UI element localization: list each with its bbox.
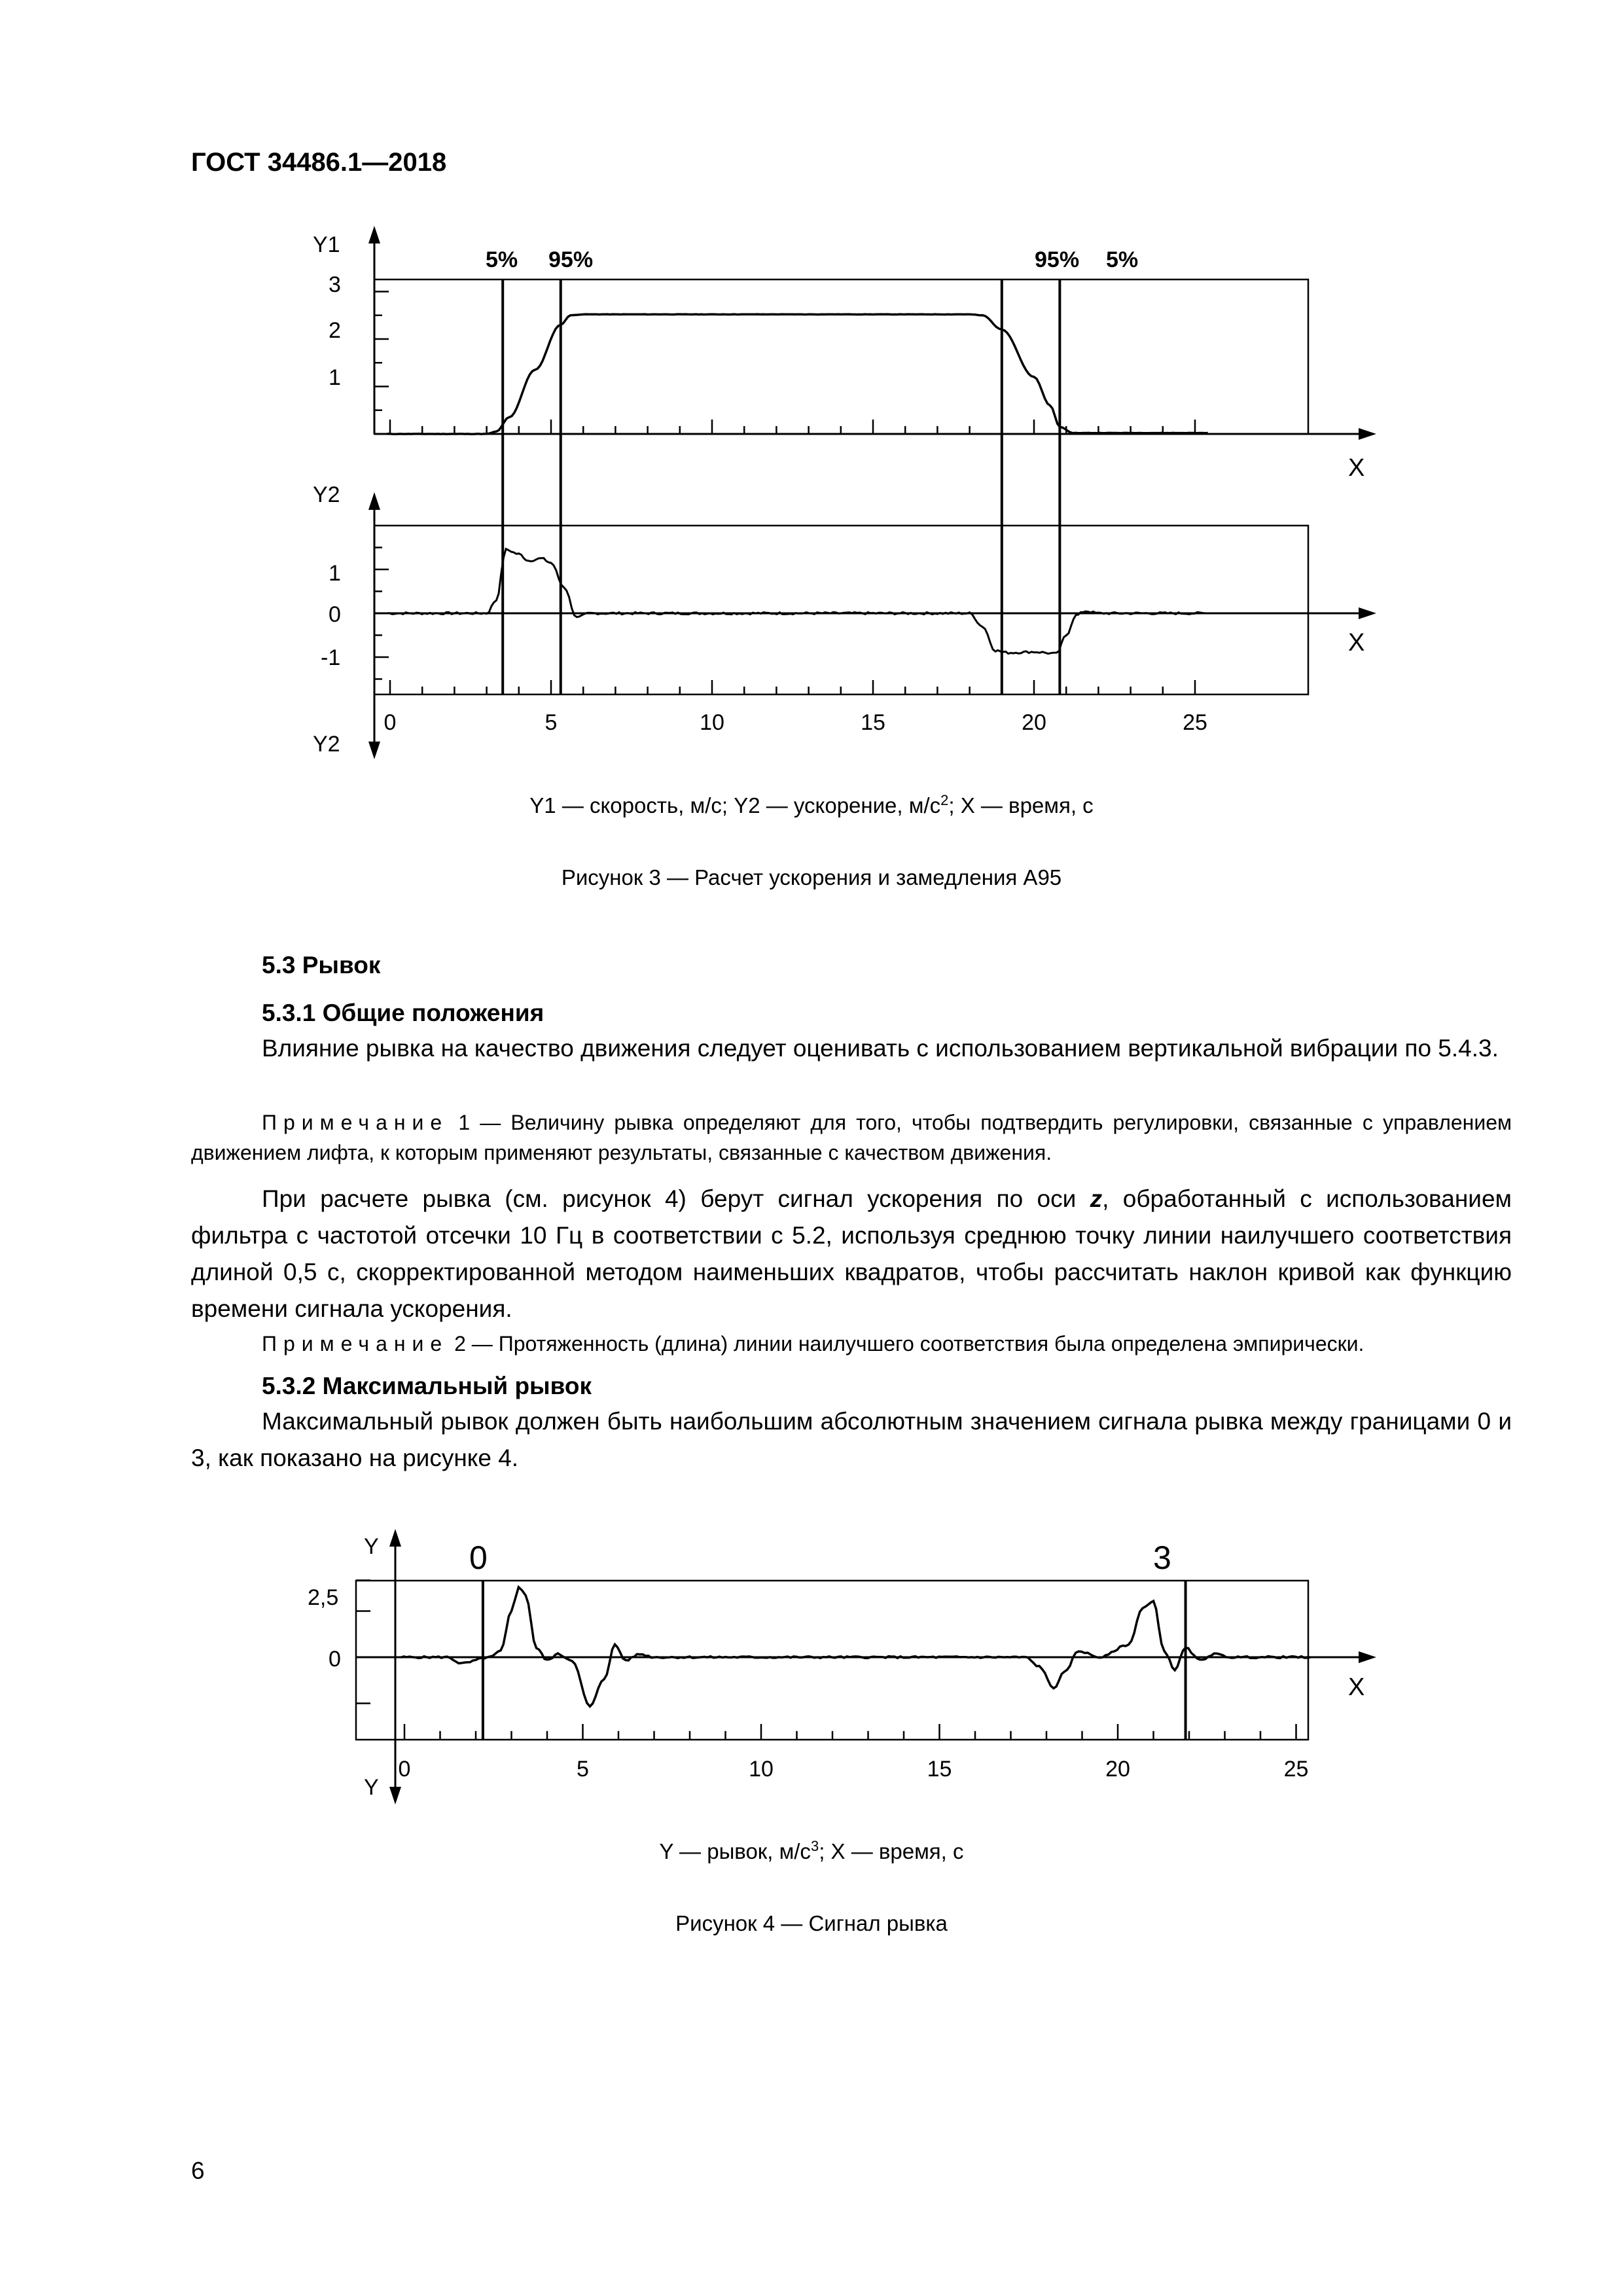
fig4-marker-3: 3 — [1153, 1539, 1171, 1576]
fig3-marker-95pct-left: 95% — [548, 247, 594, 272]
fig4-x-tick-label: 15 — [927, 1757, 952, 1782]
fig3-y2-tick-1: 1 — [329, 561, 341, 586]
fig3-x-tick-label: 15 — [861, 710, 885, 735]
section-title: 5.3 Рывок — [262, 952, 381, 978]
fig4-y-tick-2-5: 2,5 — [308, 1585, 339, 1610]
fig3-x-tick-label: 0 — [383, 710, 397, 735]
fig3-x-tick-label: 20 — [1022, 710, 1046, 735]
fig3-x-tick-label: 5 — [544, 710, 558, 735]
page-number: 6 — [191, 2157, 205, 2184]
fig4-y-tick-0: 0 — [329, 1647, 341, 1672]
fig3-x1-label: X — [1348, 454, 1365, 482]
note-1: Примечание 1 — Величину рывка определяют для того, чтобы подтвердить регулировки, связанные с управлением движением лифта, к которым применяют результаты, связанные с качеством движения. — [191, 1111, 1512, 1164]
fig3-x2-label: X — [1348, 629, 1365, 656]
note-2: Примечание 2 — Протяженность (длина) линии наилучшего соответствия была определена эмпирически. — [262, 1332, 1364, 1355]
fig3-y1-tick-3: 3 — [329, 272, 341, 297]
fig3-y2-label: Y2 — [313, 482, 340, 507]
fig4-x-tick-label: 5 — [577, 1757, 589, 1782]
fig3-bottom-y2-label: Y2 — [313, 732, 340, 757]
fig4-x-tick-label: 0 — [398, 1757, 411, 1782]
figure-4-caption: Рисунок 4 — Сигнал рывка — [675, 1911, 948, 1935]
figure-3-legend: Y1 — скорость, м/с; Y2 — ускорение, $м/с^2$; X — время, с — [529, 792, 1094, 817]
fig4-y-label: Y — [364, 1534, 379, 1559]
fig4-x-tick-label: 25 — [1283, 1757, 1309, 1782]
fig3-marker-5pct-right: 5% — [1106, 247, 1139, 272]
subsection-5-3-1-paragraph: Влияние рывка на качество движения следует оценивать с использованием вертикальной вибрации по 5.4.3. — [262, 1035, 1499, 1062]
fig3-marker-5pct-left: 5% — [486, 247, 518, 272]
fig4-x-label: X — [1348, 1674, 1365, 1701]
fig4-y-arrow-down-icon — [389, 1787, 401, 1804]
fig3-marker-95pct-right: 95% — [1035, 247, 1080, 272]
fig3-y2-tick-0: 0 — [329, 602, 341, 627]
fig3-y1-tick-1: 1 — [329, 365, 341, 390]
subsection-5-3-2-title: 5.3.2 Максимальный рывок — [262, 1372, 592, 1399]
paragraph-jerk-calculation: При расчете рывка (см. рисунок 4) берут сигнал ускорения по оси z, обработанный с использованием фильтра с частотой отсечки 10 Гц в соответствии с 5.2, используя среднюю точку линии наилучшего соответствия длиной 0,5 с, скорректированной методом наименьших квадратов, чтобы рассчитать наклон кривой как функцию времени сигнала ускорения. — [191, 1185, 1512, 1322]
figure-3-caption: Рисунок 3 — Расчет ускорения и замедления А95 — [561, 865, 1062, 889]
fig4-marker-0: 0 — [469, 1539, 488, 1576]
fig3-y2-tick-neg1: -1 — [321, 645, 341, 670]
fig4-jerk-line — [401, 1587, 1311, 1706]
fig4-y-arrow-up-icon — [389, 1529, 401, 1547]
fig4-x-tick-label: 20 — [1105, 1757, 1130, 1782]
document-header: ГОСТ 34486.1—2018 — [191, 148, 447, 177]
figure-4-legend: Y — рывок, $м/с^3$; X — время, с — [659, 1838, 964, 1863]
fig3-y1-tick-2: 2 — [329, 318, 341, 343]
fig4-x-tick-label: 10 — [749, 1757, 774, 1782]
fig4-bottom-y-label: Y — [364, 1775, 379, 1800]
fig3-x-tick-label: 10 — [700, 710, 724, 735]
fig4-frame — [356, 1581, 1308, 1740]
fig4-x-arrow-icon — [1359, 1651, 1376, 1663]
fig3-x-tick-label: 25 — [1183, 710, 1207, 735]
fig3-y1-label: Y1 — [313, 232, 340, 257]
subsection-5-3-2-paragraph: Максимальный рывок должен быть наибольшим абсолютным значением сигнала рывка между границами 0 и 3, как показано на рисунке 4. — [191, 1408, 1512, 1471]
subsection-5-3-1-title: 5.3.1 Общие положения — [262, 999, 544, 1026]
